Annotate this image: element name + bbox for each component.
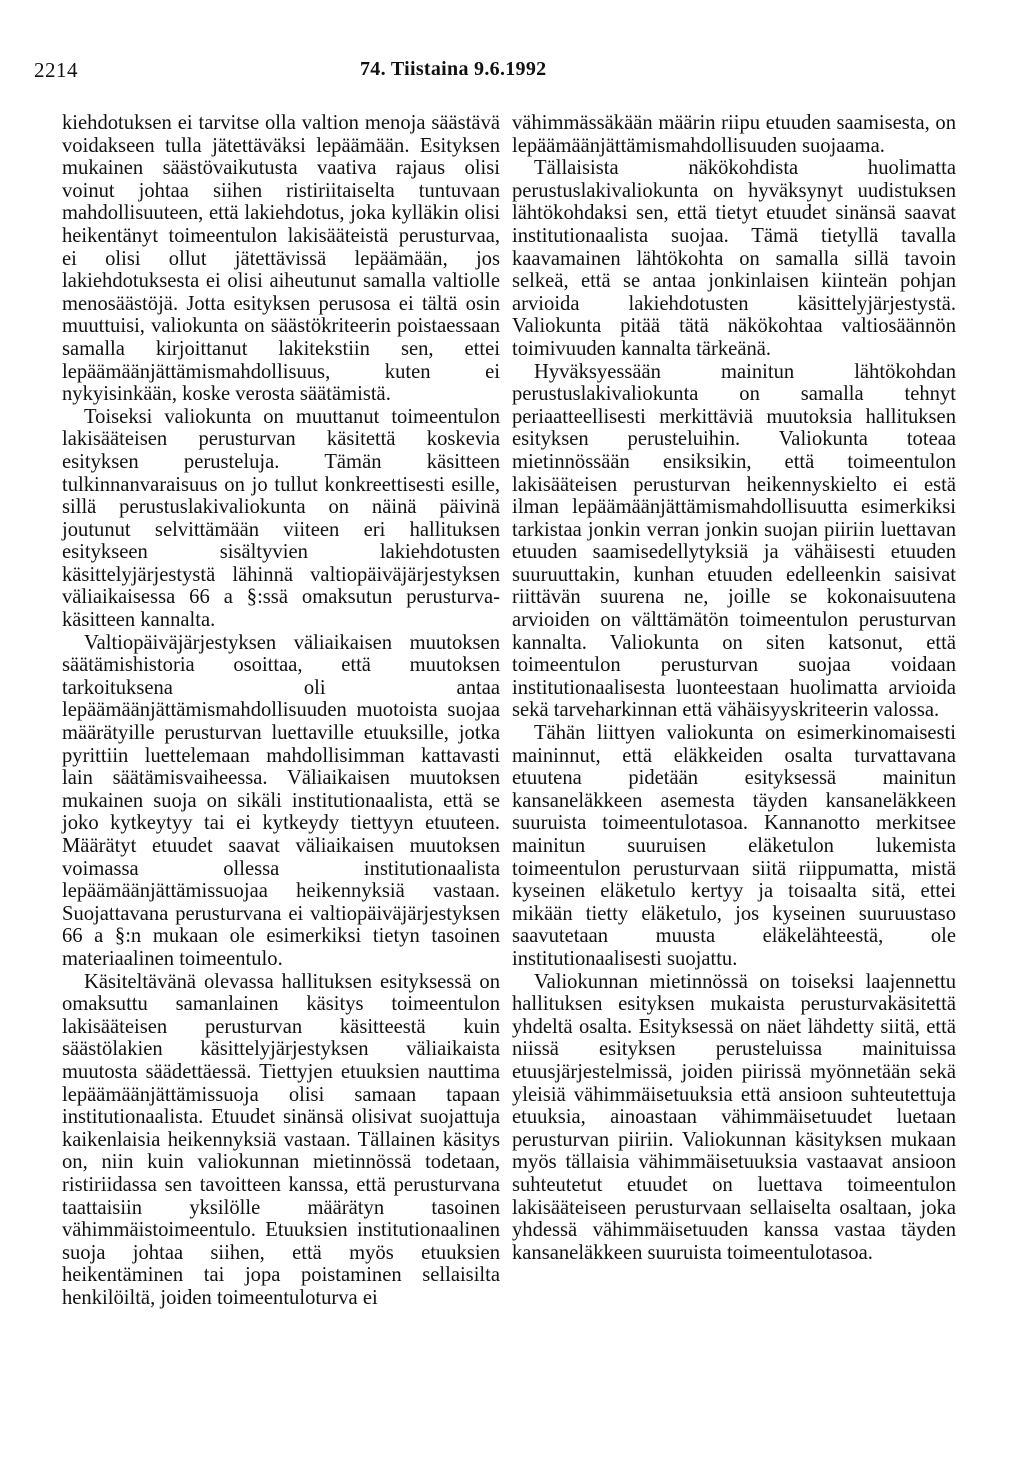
paragraph: Tällaisista näkökohdista huolimatta perustuslakivaliokunta on hyväksynyt uudistuksen lähtökohdaksi sen, että tietyt etuudet sinänsä saavat institutionaalista suojaa. Tämä tietyllä tavalla kaavamainen lähtökohta on samalla sillä tavoin selkeä, että se antaa jonkinlaisen kiinteän pohjan arvioida lakiehdotusten käsittelyjärjestystä. Valiokunta pitää tätä näkökohtaa valtiosäännön toimivuuden kannalta tärkeänä. — [512, 157, 956, 360]
right-column — [512, 112, 956, 1264]
page-header: 74. Tiistaina 9.6.1992 — [360, 58, 547, 80]
paragraph: Hyväksyessään mainitun lähtökohdan perustuslakivaliokunta on samalla tehnyt periaatteellisesti merkittäviä muutoksia hallituksen esityksen perusteluihin. Valiokunta toteaa mietinnössään ensiksikin, että toimeentulon lakisääteisen perusturvan heikennyskielto ei estä ilman lepäämäänjättämismahdollisuutta esimerkiksi tarkistaa jonkin verran jonkin suojan piiriin luettavan etuuden saamisedellytyksiä ja vähäisesti etuuden suuruuttakin, kunhan etuuden edelleenkin saisivat riittävän suurena ne, joille se kokonaisuutena arvioiden on välttämätön toimeentulon perusturvan kannalta. Valiokunta on siten katsonut, että toimeentulon perusturvan suojaa voidaan institutionaalisesta luonteestaan huolimatta arvioida sekä tarveharkinnan että vähäisyyskriteerin valossa. — [512, 360, 956, 722]
page-number: 2214 — [34, 58, 78, 82]
left-column — [62, 112, 500, 1309]
paragraph: Käsiteltävänä olevassa hallituksen esityksessä on omaksuttu samanlainen käsitys toimeentulon lakisääteisen perusturvan käsitteestä kuin säästölakien käsittelyjärjestyksen väliaikaista muutosta säädettäessä. Tiettyjen etuuksien nauttima lepäämäänjättämissuoja olisi samaan tapaan institutionaalista. Etuudet sinänsä olisivat suojattuja kaikenlaisia heikennyksiä vastaan. Tällainen käsitys on, niin kuin valiokunnan mietinnössä todetaan, ristiriidassa sen tavoitteen kanssa, että perusturvana taattaisiin yksilölle määrätyn tasoinen vähimmäistoimeentulo. Etuuksien institutionaalinen suoja johtaa siihen, että myös etuuksien heikentäminen tai jopa poistaminen sellaisilta henkilöiltä, joiden toimeentuloturva ei — [62, 970, 500, 1309]
paragraph: Valtiopäiväjärjestyksen väliaikaisen muutoksen säätämishistoria osoittaa, että muutoksen tarkoituksena oli antaa lepäämäänjättämismahdollisuuden muotoista suojaa määrätyille perusturvan luettaville etuuksille, jotka pyrittiin luettelemaan mahdollisimman kattavasti lain säätämisvaiheessa. Väliaikaisen muutoksen mukainen suoja on sikäli institutionaalista, että se joko kytkeytyy tai ei kytkeydy tiettyyn etuuteen. Määrätyt etuudet saavat väliaikaisen muutoksen voimassa ollessa institutionaalista lepäämäänjättämissuojaa heikennyksiä vastaan. Suojattavana perusturvana ei valtiopäiväjärjestyksen 66 a §:n mukaan ole esimerkiksi tietyn tasoinen materiaalinen toimeentulo. — [62, 631, 500, 970]
paragraph: vähimmässäkään määrin riipu etuuden saamisesta, on lepäämäänjättämismahdollisuuden suojaama. — [512, 112, 956, 157]
paragraph: Tähän liittyen valiokunta on esimerkinomaisesti maininnut, että eläkkeiden osalta turvattavana etuutena pidetään esityksessä mainitun kansaneläkkeen asemesta täyden kansaneläkkeen suuruista toimeentulotasoa. Kannanotto merkitsee mainitun suuruisen eläketulon lukemista toimeentulon perusturvaan siitä riippumatta, mistä kyseinen eläketulo kertyy ja toisaalta sitä, ettei mikään tietty eläketulo, jos kyseinen suuruustaso saavutetaan muusta eläkelähteestä, ole institutionaalisesti suojattu. — [512, 722, 956, 970]
paragraph: Valiokunnan mietinnössä on toiseksi laajennettu hallituksen esityksen mukaista perusturvakäsitettä yhdeltä osalta. Esityksessä on näet lähdetty siitä, että niissä esityksen perusteluissa mainituissa etuusjärjestelmissä, joiden piirissä myönnetään sekä yleisiä vähimmäisetuuksia että ansioon suhteutettuja etuuksia, ainoastaan vähimmäisetuudet luetaan perusturvan piiriin. Valiokunnan käsityksen mukaan myös tällaisia vähimmäisetuuksia vastaavat ansioon suhteutetut etuudet on luettava toimeentulon lakisääteiseen perusturvaan sellaiselta osaltaan, joka yhdessä vähimmäisetuuden kanssa vastaa täyden kansaneläkkeen suuruista toimeentulotasoa. — [512, 970, 956, 1264]
paragraph: Toiseksi valiokunta on muuttanut toimeentulon lakisääteisen perusturvan käsitettä koskevia esityksen perusteluja. Tämän käsitteen tulkinnanvaraisuus on jo tullut konkreettisesti esille, sillä perustuslakivaliokunta on näinä päivinä joutunut selvittämään viiteen eri hallituksen esitykseen sisältyvien lakiehdotusten käsittelyjärjestystä lähinnä valtiopäiväjärjestyksen väliaikaisessa 66 a §:ssä omaksutun perusturva-käsitteen kannalta. — [62, 405, 500, 632]
paragraph: kiehdotuksen ei tarvitse olla valtion menoja säästävä voidakseen tulla jätettäväksi lepäämään. Esityksen mukainen säästövaikutusta vaativa rajaus olisi voinut johtaa siihen ristiriitaiselta tuntuvaan mahdollisuuteen, että lakiehdotus, joka kylläkin olisi heikentänyt toimeentulon lakisääteistä perusturvaa, ei olisi ollut jätettävissä lepäämään, jos lakiehdotuksesta ei olisi aiheutunut samalla valtiolle menosäästöjä. Jotta esityksen perusosa ei tältä osin muuttuisi, valiokunta on säästökriteerin poistaessaan samalla kirjoittanut lakitekstiin sen, ettei lepäämäänjättämismahdollisuus, kuten ei nykyisinkään, koske verosta säätämistä. — [62, 112, 500, 406]
